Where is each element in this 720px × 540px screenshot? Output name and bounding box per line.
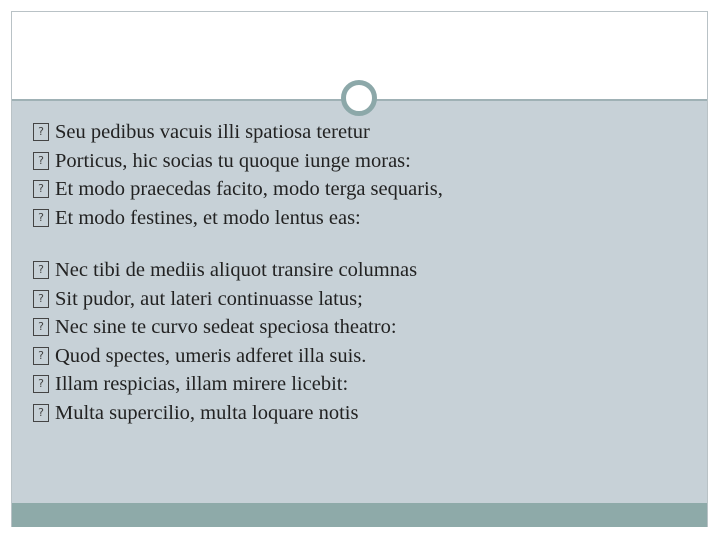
bullet-icon: ? <box>33 375 49 393</box>
circle-ornament-icon <box>341 80 377 116</box>
bullet-icon: ? <box>33 152 49 170</box>
poem-line <box>33 399 683 428</box>
line-text: Seu pedibus vacuis illi spatiosa teretur <box>55 121 370 143</box>
line-text: Multa supercilio, multa loquare notis <box>55 401 359 424</box>
poem-line <box>33 175 683 204</box>
poem-line <box>33 370 683 399</box>
bullet-icon: ? <box>33 209 49 227</box>
stanza-2 <box>33 256 683 427</box>
line-text: Porticus, hic socias tu quoque iunge moras: <box>55 149 411 172</box>
line-text: Sit pudor, aut lateri continuasse latus; <box>55 287 363 310</box>
footer-bar <box>12 503 707 527</box>
line-text: Quod spectes, umeris adferet illa suis. <box>55 344 367 367</box>
bullet-icon: ? <box>33 180 49 198</box>
line-text: Nec tibi de mediis aliquot transire columnas <box>55 259 418 281</box>
line-text: Illam respicias, illam mirere licebit: <box>55 373 349 395</box>
line-text: Et modo praecedas facito, modo terga sequaris, <box>55 178 443 200</box>
line-text: Nec sine te curvo sedeat speciosa theatro: <box>55 316 397 338</box>
poem-line <box>33 118 683 147</box>
poem-text <box>33 118 683 427</box>
bullet-icon: ? <box>33 404 49 422</box>
bullet-icon: ? <box>33 261 49 279</box>
line-text: Et modo festines, et modo lentus eas: <box>55 206 361 229</box>
bullet-icon: ? <box>33 290 49 308</box>
poem-line <box>33 256 683 285</box>
bullet-icon: ? <box>33 318 49 336</box>
poem-line <box>33 204 683 233</box>
bullet-icon: ? <box>33 347 49 365</box>
poem-line <box>33 285 683 314</box>
stanza-1 <box>33 118 683 232</box>
poem-line <box>33 313 683 342</box>
bullet-icon: ? <box>33 123 49 141</box>
poem-line <box>33 342 683 371</box>
poem-line <box>33 147 683 176</box>
